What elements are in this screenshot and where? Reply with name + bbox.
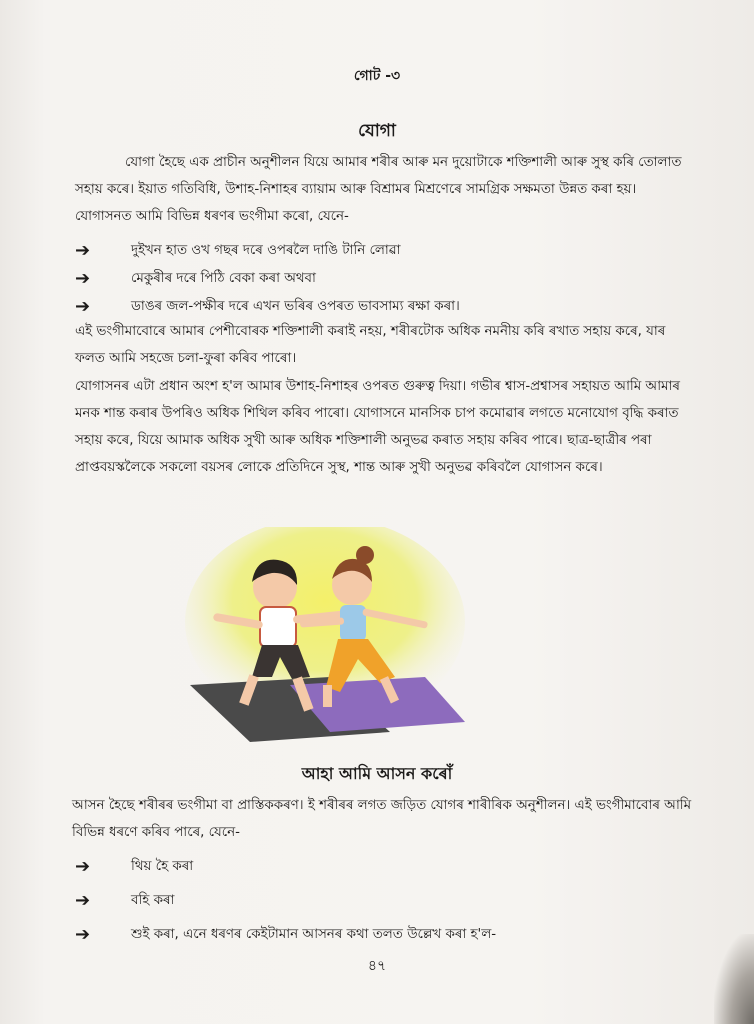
asana-list — [75, 850, 695, 952]
arrow-icon: ➔ — [75, 924, 91, 945]
paragraph-breathing: যোগাসনৰ এটা প্ৰধান অংশ হ'ল আমাৰ উশাহ-নিশাহৰ ওপৰত গুৰুত্ব দিয়া। গভীৰ শ্বাস-প্ৰশ্বাসৰ সহায়ত আমি আমাৰ মনক শান্ত কৰাৰ উপৰিও অধিক শিথিল কৰিব পাৰো। যোগাসনে মানসিক চাপ কমোৱাৰ লগতে মনোযোগ বৃদ্ধি কৰাত সহায় কৰে, যিয়ে আমাক অধিক সুখী আৰু অধিক শক্তিশালী অনুভৱ কৰাত সহায় কৰিব পাৰে। ছাত্ৰ-ছাত্ৰীৰ পৰা প্ৰাপ্তবয়স্কলৈকে সকলো বয়সৰ লোকে প্ৰতিদিনে সুস্থ, শান্ত আৰু সুখী অনুভৱ কৰিবলৈ যোগাসন কৰে। — [75, 379, 680, 475]
list-item — [75, 884, 695, 918]
chapter-label: গোট -৩ — [353, 68, 401, 84]
arrow-icon: ➔ — [75, 890, 91, 911]
page-title: যোগা — [358, 121, 396, 141]
paragraph-intro: যোগা হৈছে এক প্ৰাচীন অনুশীলন যিয়ে আমাৰ শৰীৰ আৰু মন দুয়োটাকে শক্তিশালী আৰু সুস্থ কৰি তোলাত সহায় কৰে। ইয়াত গতিবিধি, উশাহ-নিশাহৰ ব্যায়াম আৰু বিশ্ৰামৰ মিশ্ৰণেৰে সামগ্ৰিক সক্ষমতা উন্নত কৰা হয়। যোগাসনত আমি বিভিন্ন ধৰণৰ ভংগীমা কৰো, যেনে- — [75, 155, 682, 224]
page-number: ৪৭ — [367, 958, 387, 974]
list-item — [75, 918, 695, 952]
arrow-icon: ➔ — [75, 268, 91, 289]
arrow-icon: ➔ — [75, 856, 91, 877]
list-item — [75, 237, 675, 265]
list-item-text: থিয় হৈ কৰা — [131, 859, 194, 874]
arrow-icon: ➔ — [75, 240, 91, 261]
yoga-kids-illustration — [180, 527, 470, 752]
section-heading: আহা আমি আসন কৰোঁ — [301, 764, 453, 783]
list-item — [75, 850, 695, 884]
list-item-text: শুই কৰা, এনে ধৰণৰ কেইটামান আসনৰ কথা তলত উল্লেখ কৰা হ'ল- — [131, 927, 497, 942]
paragraph-asana: আসন হৈছে শৰীৰৰ ভংগীমা বা প্ৰাস্তিককৰণ। ই শৰীৰৰ লগত জড়িত যোগৰ শাৰীৰিক অনুশীলন। এই ভংগীমাবোৰ আমি বিভিন্ন ধৰণে কৰিব পাৰে, যেনে- — [72, 798, 692, 840]
list-item-text: ডাঙৰ জল-পক্ষীৰ দৰে এখন ভৰিৰ ওপৰত ভাবসাম্য ৰক্ষা কৰা। — [131, 299, 460, 314]
paragraph-benefits: এই ভংগীমাবোৰে আমাৰ পেশীবোৰক শক্তিশালী কৰাই নহয়, শৰীৰটোক অধিক নমনীয় কৰি ৰখাত সহায় কৰে, যাৰ ফলত আমি সহজে চলা-ফুৰা কৰিব পাৰো। — [75, 324, 666, 366]
list-item-text: বহি কৰা — [131, 893, 175, 908]
list-item — [75, 293, 675, 321]
page-edge-shadow — [714, 934, 754, 1024]
arrow-icon: ➔ — [75, 296, 91, 317]
list-item — [75, 265, 675, 293]
pose-list — [75, 237, 675, 321]
list-item-text: দুইখন হাত ওখ গছৰ দৰে ওপৰলৈ দাঙি টানি লোৱা — [131, 243, 401, 258]
list-item-text: মেকুৰীৰ দৰে পিঠি বেকা কৰা অথবা — [131, 271, 316, 286]
